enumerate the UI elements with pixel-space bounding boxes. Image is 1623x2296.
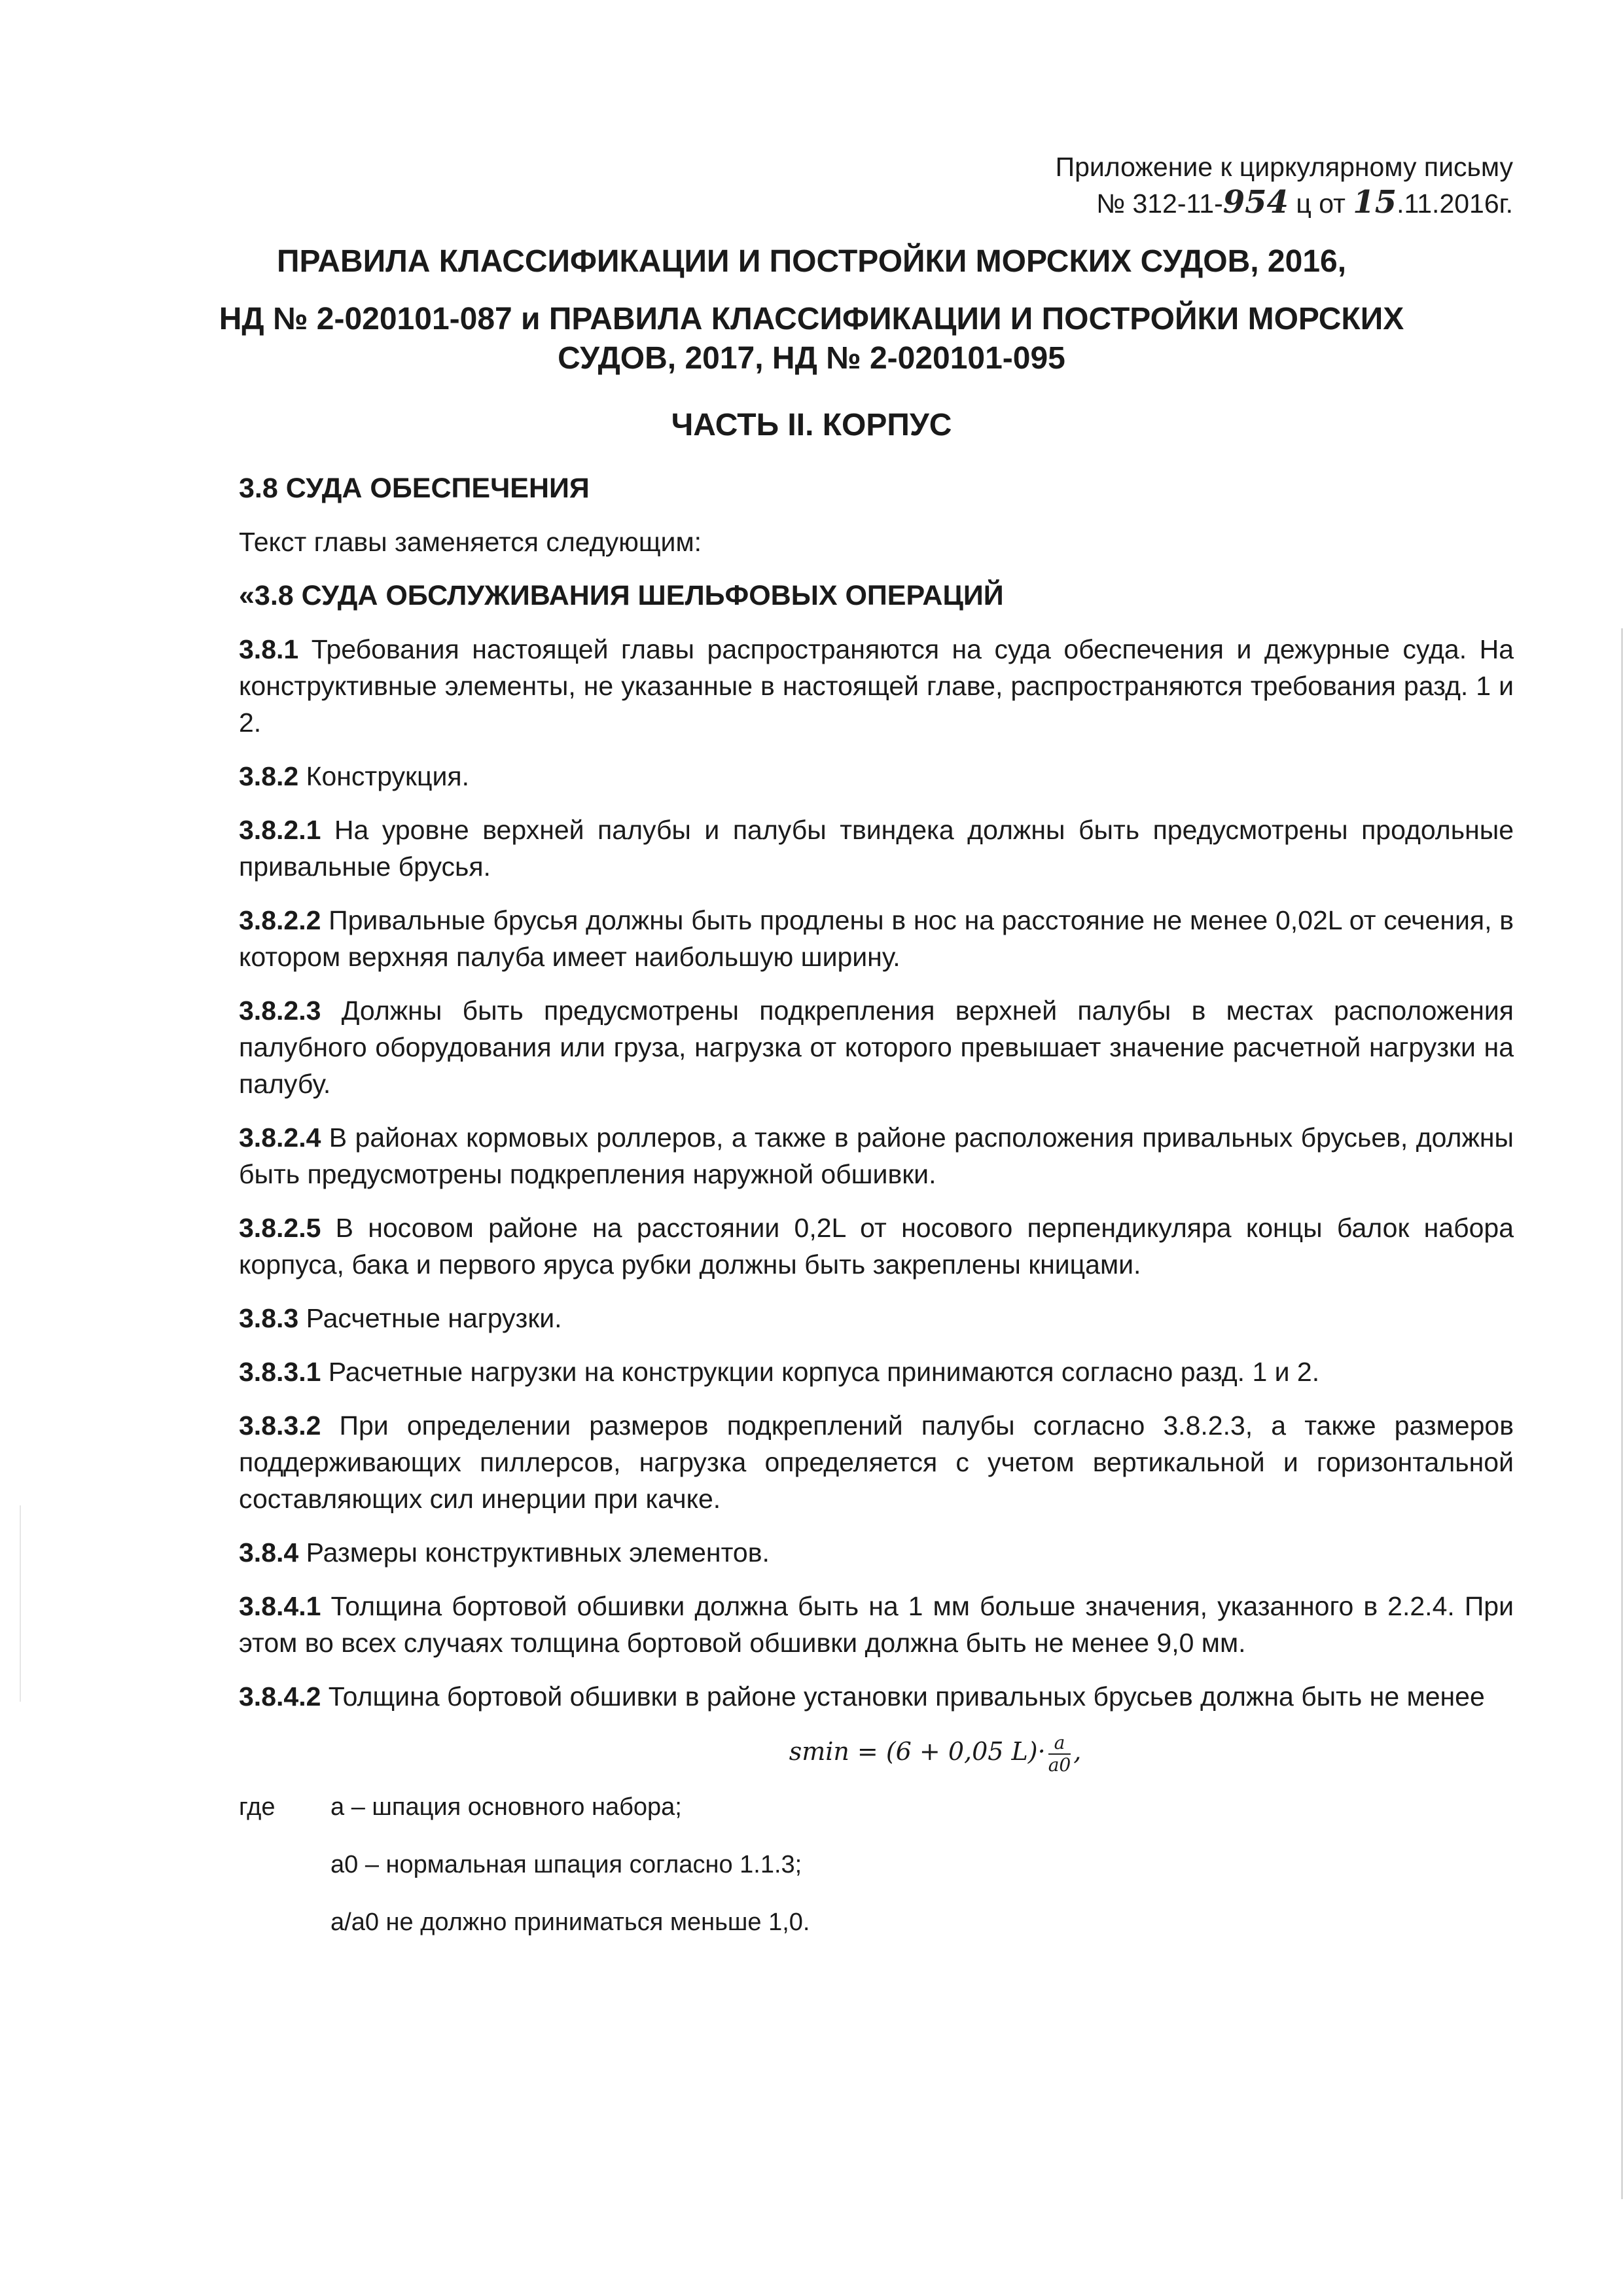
- clause-paragraph: [239, 631, 1514, 741]
- definitions: [239, 1789, 1514, 1941]
- section-heading: 3.8 СУДА ОБЕСПЕЧЕНИЯ: [239, 473, 590, 504]
- clause-paragraph: [239, 1588, 1514, 1661]
- scan-edge-line-left: [20, 1505, 21, 1702]
- formula-denominator: a0: [1048, 1753, 1071, 1776]
- formula: [357, 1732, 1514, 1774]
- document-title-line-1: ПРАВИЛА КЛАССИФИКАЦИИ И ПОСТРОЙКИ МОРСКИХ СУДОВ, 2016,: [276, 244, 1347, 279]
- formula-numerator: a: [1048, 1734, 1071, 1755]
- clause-text: В районах кормовых роллеров, а также в районе расположения привальных брусьев, должны быть предусмотрены подкрепления наружной обшивки.: [239, 1122, 1514, 1189]
- definition-normal-spacing: a0 – нормальная шпация согласно 1.1.3;: [330, 1850, 802, 1878]
- appendix-note: [1056, 149, 1513, 221]
- clause-number: 3.8.4.2: [239, 1681, 321, 1712]
- where-label: где: [239, 1793, 276, 1821]
- letter-date-label: ц от: [1296, 188, 1353, 219]
- document-title-line-2: НД № 2-020101-087 и ПРАВИЛА КЛАССИФИКАЦИИ И ПОСТРОЙКИ МОРСКИХ СУДОВ, 2017, НД № 2-020101-095: [219, 302, 1404, 376]
- paragraph-list: [239, 631, 1514, 1715]
- clause-number: 3.8.2.1: [239, 815, 321, 845]
- clause-paragraph: [239, 1119, 1514, 1193]
- clause-text: Расчетные нагрузки на конструкции корпуса принимаются согласно разд. 1 и 2.: [321, 1357, 1320, 1387]
- clause-paragraph: [239, 758, 1514, 795]
- clause-number: 3.8.2.3: [239, 996, 321, 1026]
- definition-ratio: a/a0 не должно приниматься меньше 1,0.: [330, 1908, 810, 1936]
- letter-number-prefix: № 312-11-: [1096, 188, 1223, 219]
- formula-tail: ,: [1073, 1737, 1082, 1766]
- clause-paragraph: [239, 1354, 1514, 1390]
- clause-number: 3.8.2.4: [239, 1122, 321, 1153]
- clause-paragraph: [239, 1210, 1514, 1283]
- clause-number: 3.8.4: [239, 1537, 299, 1568]
- clause-number: 3.8.2.5: [239, 1213, 321, 1243]
- clause-paragraph: [239, 1534, 1514, 1571]
- clause-number: 3.8.2.2: [239, 905, 321, 935]
- clause-number: 3.8.2: [239, 761, 299, 791]
- part-title: ЧАСТЬ II. КОРПУС: [671, 408, 952, 442]
- clause-text: Расчетные нагрузки.: [298, 1303, 562, 1333]
- formula-lhs: smin = (6 + 0,05 L)·: [789, 1737, 1046, 1766]
- new-section-heading: «3.8 СУДА ОБСЛУЖИВАНИЯ ШЕЛЬФОВЫХ ОПЕРАЦИЙ: [239, 580, 1004, 611]
- clause-number: 3.8.3.1: [239, 1357, 321, 1387]
- handwritten-day: 15: [1353, 184, 1397, 221]
- clause-text: Привальные брусья должны быть продлены в нос на расстояние не менее 0,02L от сечения, в котором верхняя палуба имеет наибольшую ширину.: [239, 905, 1514, 972]
- clause-text: Требования настоящей главы распространяются на суда обеспечения и дежурные суда. На конструктивные элементы, не указанные в настоящей главе, распространяются требования разд. 1 и 2.: [239, 634, 1514, 738]
- clause-text: Должны быть предусмотрены подкрепления верхней палубы в местах расположения палубного оборудования или груза, нагрузка от которого превышает значение расчетной нагрузки на палубу.: [239, 996, 1514, 1099]
- clause-paragraph: [239, 1300, 1514, 1336]
- appendix-line-1: Приложение к циркулярному письму: [1055, 152, 1513, 182]
- formula-fraction: [1048, 1731, 1071, 1776]
- clause-number: 3.8.1: [239, 634, 299, 664]
- clause-text: В носовом районе на расстоянии 0,2L от носового перпендикуляра концы балок набора корпуса, бака и первого яруса рубки должны быть закреплены кницами.: [239, 1213, 1514, 1280]
- definition-spacing: a – шпация основного набора;: [330, 1793, 682, 1821]
- clause-paragraph: [239, 992, 1514, 1102]
- handwritten-letter-number: 954: [1222, 184, 1289, 221]
- clause-number: 3.8.4.1: [239, 1591, 321, 1621]
- clause-paragraph: [239, 812, 1514, 885]
- clause-number: 3.8.3: [239, 1303, 299, 1333]
- clause-text: Размеры конструктивных элементов.: [298, 1537, 770, 1568]
- document-body: [239, 470, 1514, 1962]
- clause-text: При определении размеров подкреплений палубы согласно 3.8.2.3, а также размеров поддерживающих пиллерсов, нагрузка определяется с учетом вертикальной и горизонтальной составляющих сил инерции при качке.: [239, 1410, 1514, 1514]
- clause-text: Конструкция.: [298, 761, 469, 791]
- clause-paragraph: [239, 1407, 1514, 1517]
- clause-text: Толщина бортовой обшивки в районе установки привальных брусьев должна быть не менее: [321, 1681, 1485, 1712]
- clause-text: Толщина бортовой обшивки должна быть на 1 мм больше значения, указанного в 2.2.4. При этом во всех случаях толщина бортовой обшивки должна быть не менее 9,0 мм.: [239, 1591, 1514, 1658]
- clause-number: 3.8.3.2: [239, 1410, 321, 1441]
- clause-text: На уровне верхней палубы и палубы твиндека должны быть предусмотрены продольные привальные брусья.: [239, 815, 1514, 882]
- appendix-line-2: [1056, 185, 1513, 221]
- intro-text: Текст главы заменяется следующим:: [239, 527, 702, 557]
- clause-paragraph: [239, 1678, 1514, 1715]
- letter-date-suffix: .11.2016г.: [1397, 188, 1513, 219]
- clause-paragraph: [239, 902, 1514, 975]
- definition-row: [239, 1789, 1514, 1825]
